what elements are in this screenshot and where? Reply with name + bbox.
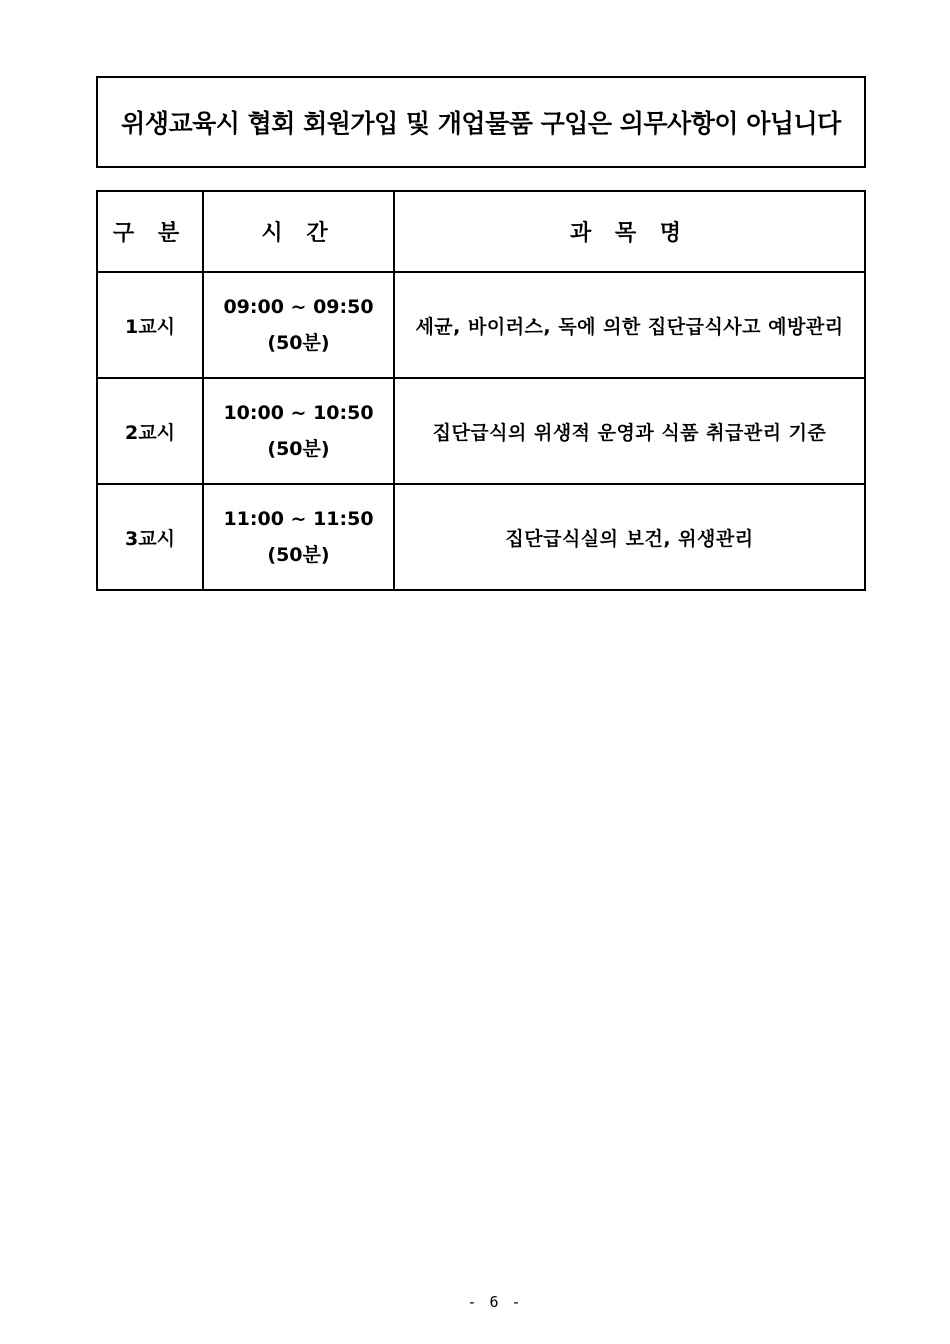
time-duration: (50분)	[267, 544, 330, 566]
subject-cell: 세균, 바이러스, 독에 의한 집단급식사고 예방관리	[394, 272, 865, 378]
time-duration: (50분)	[267, 438, 330, 460]
time-range: 11:00 ~ 11:50	[223, 508, 374, 530]
time-range: 10:00 ~ 10:50	[223, 402, 374, 424]
time-cell	[203, 378, 394, 484]
subject-cell: 집단급식의 위생적 운영과 식품 취급관리 기준	[394, 378, 865, 484]
time-duration: (50분)	[267, 332, 330, 354]
period-cell: 2교시	[97, 378, 203, 484]
table-row	[97, 378, 865, 484]
time-range: 09:00 ~ 09:50	[223, 296, 374, 318]
notice-box	[96, 76, 866, 168]
table-header-row	[97, 191, 865, 272]
header-period: 구 분	[97, 191, 203, 272]
subject-cell: 집단급식실의 보건, 위생관리	[394, 484, 865, 590]
time-cell	[203, 484, 394, 590]
page-number: - 6 -	[467, 1293, 523, 1311]
time-cell	[203, 272, 394, 378]
header-time: 시 간	[203, 191, 394, 272]
table-row	[97, 272, 865, 378]
header-subject: 과 목 명	[394, 191, 865, 272]
period-cell: 1교시	[97, 272, 203, 378]
period-cell: 3교시	[97, 484, 203, 590]
table-row	[97, 484, 865, 590]
schedule-table	[96, 190, 866, 591]
notice-text: 위생교육시 협회 회원가입 및 개업물품 구입은 의무사항이 아닙니다	[121, 109, 841, 138]
